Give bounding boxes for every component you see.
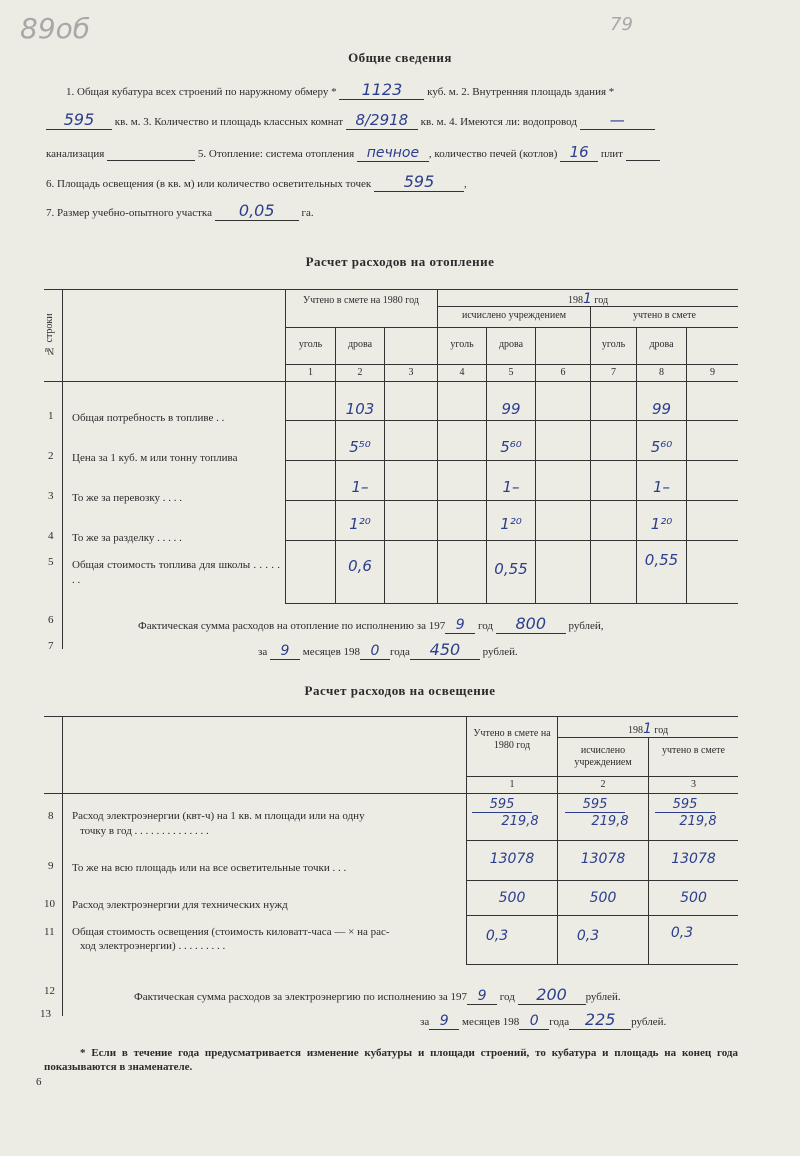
lighting-row-number: 13 [40, 1008, 51, 1020]
heating-title: Расчет расходов на отопление [305, 254, 495, 269]
row-no-header: № строки [44, 313, 55, 357]
lighting-row-label: Расход электроэнергии (квт-ч) на 1 кв. м площади или на одну [72, 810, 365, 822]
label-sewer: канализация [46, 148, 105, 160]
heating-year-suffix: год [594, 295, 609, 306]
col-num: 3 [691, 779, 696, 790]
value-heating-system: печное [357, 145, 429, 162]
label-rub: рублей. [585, 991, 621, 1003]
lighting-row-number: 9 [48, 860, 54, 872]
lighting-row-v1-denom: 219,8 [501, 814, 539, 829]
value-lighting: 595 [374, 172, 464, 192]
hdr-wood-3: дрова [649, 339, 674, 350]
label-lighting: 6. Площадь освещения (в кв. м) или количество осветительных точек [46, 178, 372, 190]
col-num: 1 [509, 779, 515, 790]
value-lighting-year: 9 [467, 988, 497, 1005]
heating-row-wood-calc: 0,55 [494, 560, 528, 578]
heating-col-calc: исчислено учреждением [461, 310, 567, 321]
heating-col-est: учтено в смете [633, 310, 696, 321]
value-area: 595 [46, 110, 112, 130]
heating-row-wood-calc: 99 [501, 400, 521, 418]
label-area: куб. м. 2. Внутренняя площадь здания * [427, 86, 615, 98]
value-lighting-sum2: 225 [569, 1010, 631, 1030]
hdr-wood-2: дрова [498, 339, 524, 350]
col-num: 2 [600, 779, 606, 790]
heating-row-wood-1980: 1– [351, 478, 369, 496]
col-num: 6 [560, 367, 566, 378]
value-water: — [580, 111, 655, 130]
heating-row-number: 4 [48, 530, 54, 542]
faint-page-number: 79 [610, 14, 633, 35]
general-title: Общие сведения [348, 50, 452, 65]
lighting-row-v2: 13078 [580, 851, 626, 867]
value-heating-sum: 800 [496, 614, 566, 634]
lighting-actual-row [134, 985, 621, 1005]
lighting-row-v1: 13078 [489, 851, 535, 867]
general-line-4: 6. Площадь освещения (в кв. м) или количество осветительных точек 595 , [46, 172, 467, 191]
hdr-coal-2: уголь [450, 339, 474, 350]
label-rub: рублей. [482, 646, 518, 658]
pencil-archive-number: 89об [20, 12, 91, 45]
label-actual-heating: Фактическая сумма расходов на отопление по исполнению за 197 [138, 620, 446, 632]
heating-row-wood-calc: 5⁶⁰ [500, 438, 522, 456]
footnote: * Если в течение года предусматривается изменение кубатуры и площади строений, то кубатура и площадь на конец года показываются в знаменателе. [44, 1047, 738, 1073]
col-num: 1 [308, 367, 313, 378]
label-months: месяцев 198 [302, 646, 361, 658]
label-stoves: , количество печей (котлов) [428, 148, 558, 160]
label-water: кв. м. 4. Имеются ли: водопровод [420, 116, 577, 128]
label-goda: года [549, 1016, 570, 1028]
heating-row-label: Общая потребность в топливе . . [72, 412, 225, 424]
heating-row-label: То же за перевозку . . . . [72, 492, 183, 504]
label-za: за [420, 1016, 430, 1028]
label-za: за [258, 646, 268, 658]
heating-row-wood-est: 5⁶⁰ [650, 438, 673, 456]
lighting-col-1980: Учтено в смете на 1980 год [473, 728, 551, 751]
value-heating-year: 9 [445, 617, 475, 634]
lighting-row-v3: 13078 [671, 851, 716, 867]
value-cubature: 1123 [339, 80, 424, 100]
heating-row-wood-est: 1– [652, 478, 671, 496]
label-heating: 5. Отопление: система отопления [197, 148, 355, 160]
lighting-row-label: Общая стоимость освещения (стоимость киловатт-часа — × на рас- [72, 926, 390, 938]
value-heating-year2: 0 [360, 643, 390, 660]
lighting-row-label: Расход электроэнергии для технических нужд [72, 899, 288, 911]
heating-row-wood-calc: 1²⁰ [500, 515, 522, 533]
value-classrooms: 8/2918 [346, 111, 418, 130]
heating-row-label: То же за разделку . . . . . [72, 532, 182, 544]
lighting-row-v2: 0,3 [576, 928, 600, 944]
lighting-row-number: 12 [44, 985, 55, 997]
lighting-row-v3: 0,3 [670, 925, 694, 941]
col-num: 2 [357, 367, 363, 378]
label-plot-unit: га. [301, 207, 314, 219]
lighting-row-label-cont: ход электроэнергии) . . . . . . . . . [80, 940, 226, 952]
lighting-row-v3-denom: 219,8 [679, 814, 717, 829]
col-num: 4 [459, 367, 465, 378]
heating-row-number: 3 [48, 490, 54, 502]
col-num: 7 [611, 367, 616, 378]
value-heating-sum2: 450 [410, 640, 480, 660]
value-plot: 0,05 [215, 201, 299, 221]
label-rub: рублей, [568, 620, 604, 632]
hdr-coal-1: уголь [298, 339, 323, 350]
col-num: 5 [508, 367, 514, 378]
lighting-title: Расчет расходов на освещение [304, 683, 496, 698]
col-num: 9 [710, 367, 715, 378]
heating-col-1980: Учтено в смете на 1980 год [303, 295, 419, 306]
lighting-row-v1: 595 [472, 797, 532, 813]
lighting-col-calc: исчислено учреждением [574, 745, 632, 768]
label-plit: плит [600, 148, 623, 160]
heating-row-wood-1980: 103 [345, 400, 375, 418]
label-rub: рублей. [631, 1016, 667, 1028]
hdr-wood-1: дрова [347, 339, 373, 350]
lighting-row-v2: 500 [589, 890, 617, 906]
lighting-row-v1: 0,3 [485, 928, 509, 944]
label-actual-lighting: Фактическая сумма расходов за электроэнергию по исполнению за 197 [134, 991, 468, 1003]
lighting-year-suffix: год [654, 725, 669, 736]
heating-row-number: 6 [48, 614, 54, 626]
heating-row-wood-1980: 1²⁰ [349, 515, 371, 533]
heating-row-number: 2 [48, 450, 54, 462]
value-heating-months: 9 [270, 643, 300, 660]
heating-row-wood-est: 0,55 [644, 551, 679, 569]
value-lighting-sum: 200 [518, 985, 586, 1005]
heating-row-label: Общая стоимость топлива для школы . . . . . . . [72, 559, 280, 586]
heating-row-wood-1980: 5⁵⁰ [349, 438, 371, 456]
lighting-row-number: 10 [44, 898, 55, 910]
lighting-row-v2-denom: 219,8 [591, 814, 629, 829]
label-goda: года [390, 646, 410, 658]
heating-row-wood-calc: 1– [502, 478, 520, 496]
col-num: 3 [408, 367, 414, 378]
lighting-row-number: 11 [44, 926, 55, 938]
value-stoves: 16 [560, 143, 598, 162]
hdr-coal-3: уголь [601, 339, 626, 350]
lighting-year-prefix: 198 [627, 725, 643, 736]
heating-row-number: 7 [48, 640, 54, 652]
heating-row-wood-est: 99 [651, 400, 672, 418]
lighting-col-1981 [558, 721, 738, 737]
lighting-row-v1: 500 [498, 890, 526, 906]
heating-row-wood-1980: 0,6 [348, 557, 372, 575]
heating-year-digit: 1 [582, 291, 592, 307]
label-god: год [477, 620, 494, 632]
lighting-year-digit: 1 [642, 721, 652, 737]
heating-year-prefix: 198 [567, 295, 583, 306]
lighting-row-number: 8 [48, 810, 54, 822]
lighting-col-est: учтено в смете [662, 745, 725, 756]
col-num: 8 [659, 367, 664, 378]
label-cubature: 1. Общая кубатура всех строений по наружному обмеру * [66, 86, 337, 98]
lighting-row-v3: 500 [680, 890, 707, 906]
lighting-months-row [420, 1010, 666, 1030]
lighting-row-label: То же на всю площадь или на все осветительные точки . . . [72, 862, 347, 874]
label-classrooms: кв. м. 3. Количество и площадь классных комнат [114, 116, 344, 128]
value-lighting-year2: 0 [519, 1013, 549, 1030]
lighting-row-v3: 595 [655, 797, 715, 813]
value-lighting-months: 9 [429, 1013, 459, 1030]
page-number: 6 [36, 1076, 42, 1088]
label-months: месяцев 198 [461, 1016, 520, 1028]
heating-row-label: Цена за 1 куб. м или тонну топлива [72, 452, 238, 464]
heating-row-number: 5 [48, 556, 54, 568]
label-god: год [499, 991, 515, 1003]
heating-row-number: 1 [48, 410, 54, 422]
heating-row-wood-est: 1²⁰ [650, 515, 673, 533]
label-plot: 7. Размер учебно-опытного участка [46, 207, 212, 219]
lighting-row-v2: 595 [565, 797, 625, 813]
lighting-row-label-cont: точку в год . . . . . . . . . . . . . . [80, 825, 209, 837]
